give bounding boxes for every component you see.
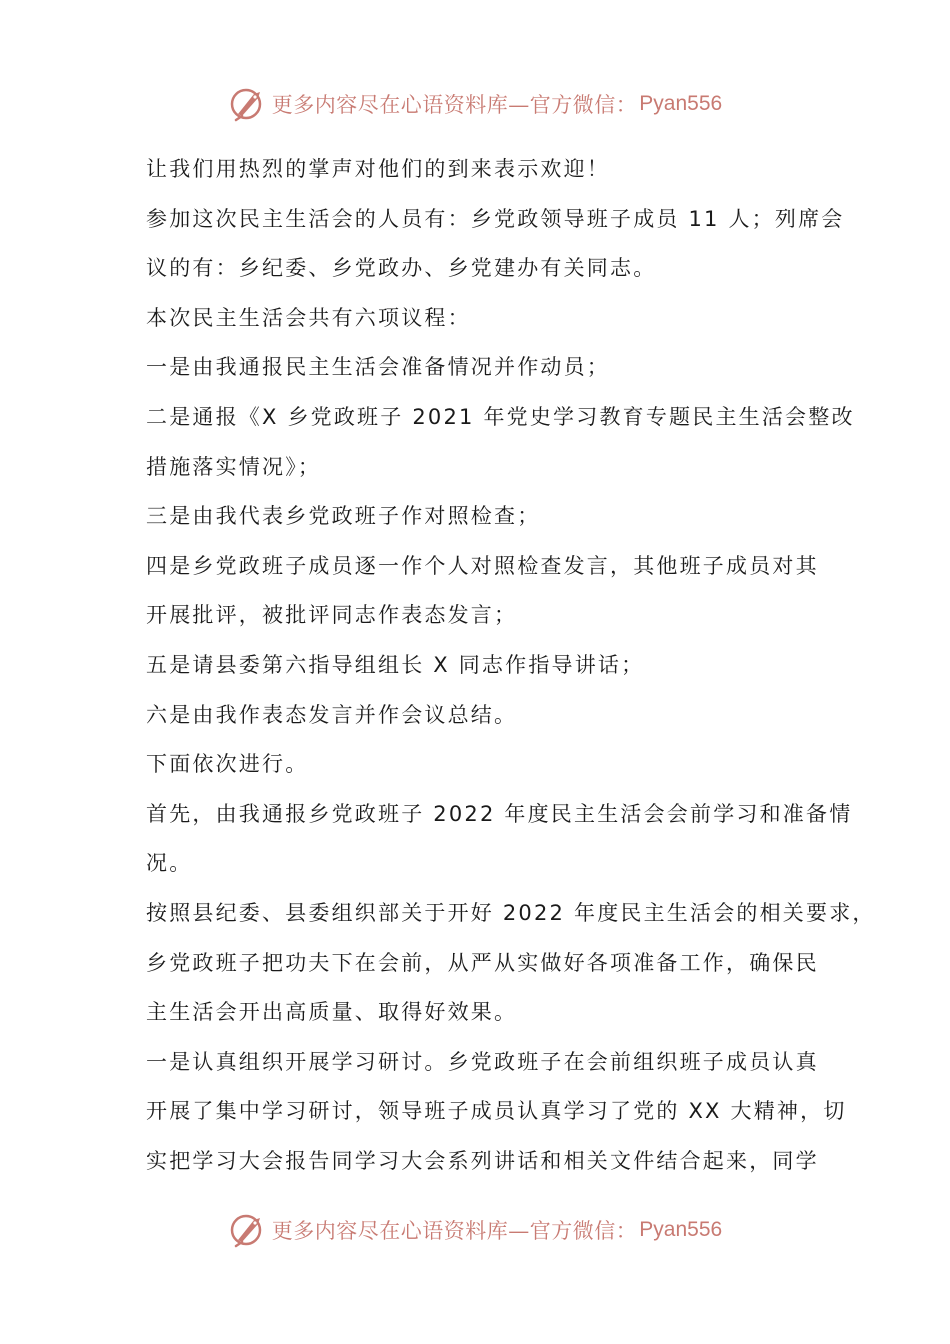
body-line: 主生活会开出高质量、取得好效果。	[146, 1000, 518, 1025]
body-line: 参加这次民主生活会的人员有：乡党政领导班子成员 11 人；列席会	[146, 206, 845, 231]
body-line: 实把学习大会报告同学习大会系列讲话和相关文件结合起来，同学	[146, 1148, 819, 1173]
body-line: 措施落实情况》；	[146, 454, 322, 479]
body-line: 一是认真组织开展学习研讨。乡党政班子在会前组织班子成员认真	[146, 1049, 819, 1074]
body-line: 五是请县委第六指导组组长 X 同志作指导讲话；	[146, 652, 645, 677]
document-body	[146, 145, 876, 1186]
body-line: 三是由我代表乡党政班子作对照检查；	[146, 504, 541, 529]
body-line: 首先，由我通报乡党政班子 2022 年度民主生活会会前学习和准备情	[146, 801, 853, 826]
watermark-text: 更多内容尽在心语资料库—官方微信：	[271, 93, 638, 117]
body-line: 四是乡党政班子成员逐一作个人对照检查发言，其他班子成员对其	[146, 553, 819, 578]
body-line: 本次民主生活会共有六项议程：	[146, 305, 471, 330]
body-line: 二是通报《X 乡党政班子 2021 年党史学习教育专题民主生活会整改	[146, 404, 855, 429]
watermark-wechat-id: Pyan556	[639, 92, 723, 115]
body-line: 议的有：乡纪委、乡党政办、乡党建办有关同志。	[146, 256, 657, 281]
body-line: 乡党政班子把功夫下在会前，从严从实做好各项准备工作，确保民	[146, 950, 819, 975]
body-line: 下面依次进行。	[146, 752, 309, 777]
body-line: 按照县纪委、县委组织部关于开好 2022 年度民主生活会的相关要求，	[146, 900, 876, 925]
header-watermark	[0, 80, 950, 128]
body-line: 六是由我作表态发言并作会议总结。	[146, 702, 518, 727]
pen-nib-logo-icon	[228, 1210, 268, 1250]
pen-nib-logo-icon	[228, 84, 268, 124]
body-line: 开展了集中学习研讨，领导班子成员认真学习了党的 XX 大精神，切	[146, 1099, 847, 1124]
body-line: 一是由我通报民主生活会准备情况并作动员；	[146, 355, 610, 380]
body-line: 况。	[146, 851, 193, 876]
watermark-text: 更多内容尽在心语资料库—官方微信：	[271, 1219, 638, 1243]
body-line: 让我们用热烈的掌声对他们的到来表示欢迎！	[146, 157, 610, 181]
watermark-wechat-id: Pyan556	[639, 1218, 723, 1241]
footer-watermark	[0, 1206, 950, 1254]
body-line: 开展批评，被批评同志作表态发言；	[146, 603, 518, 628]
